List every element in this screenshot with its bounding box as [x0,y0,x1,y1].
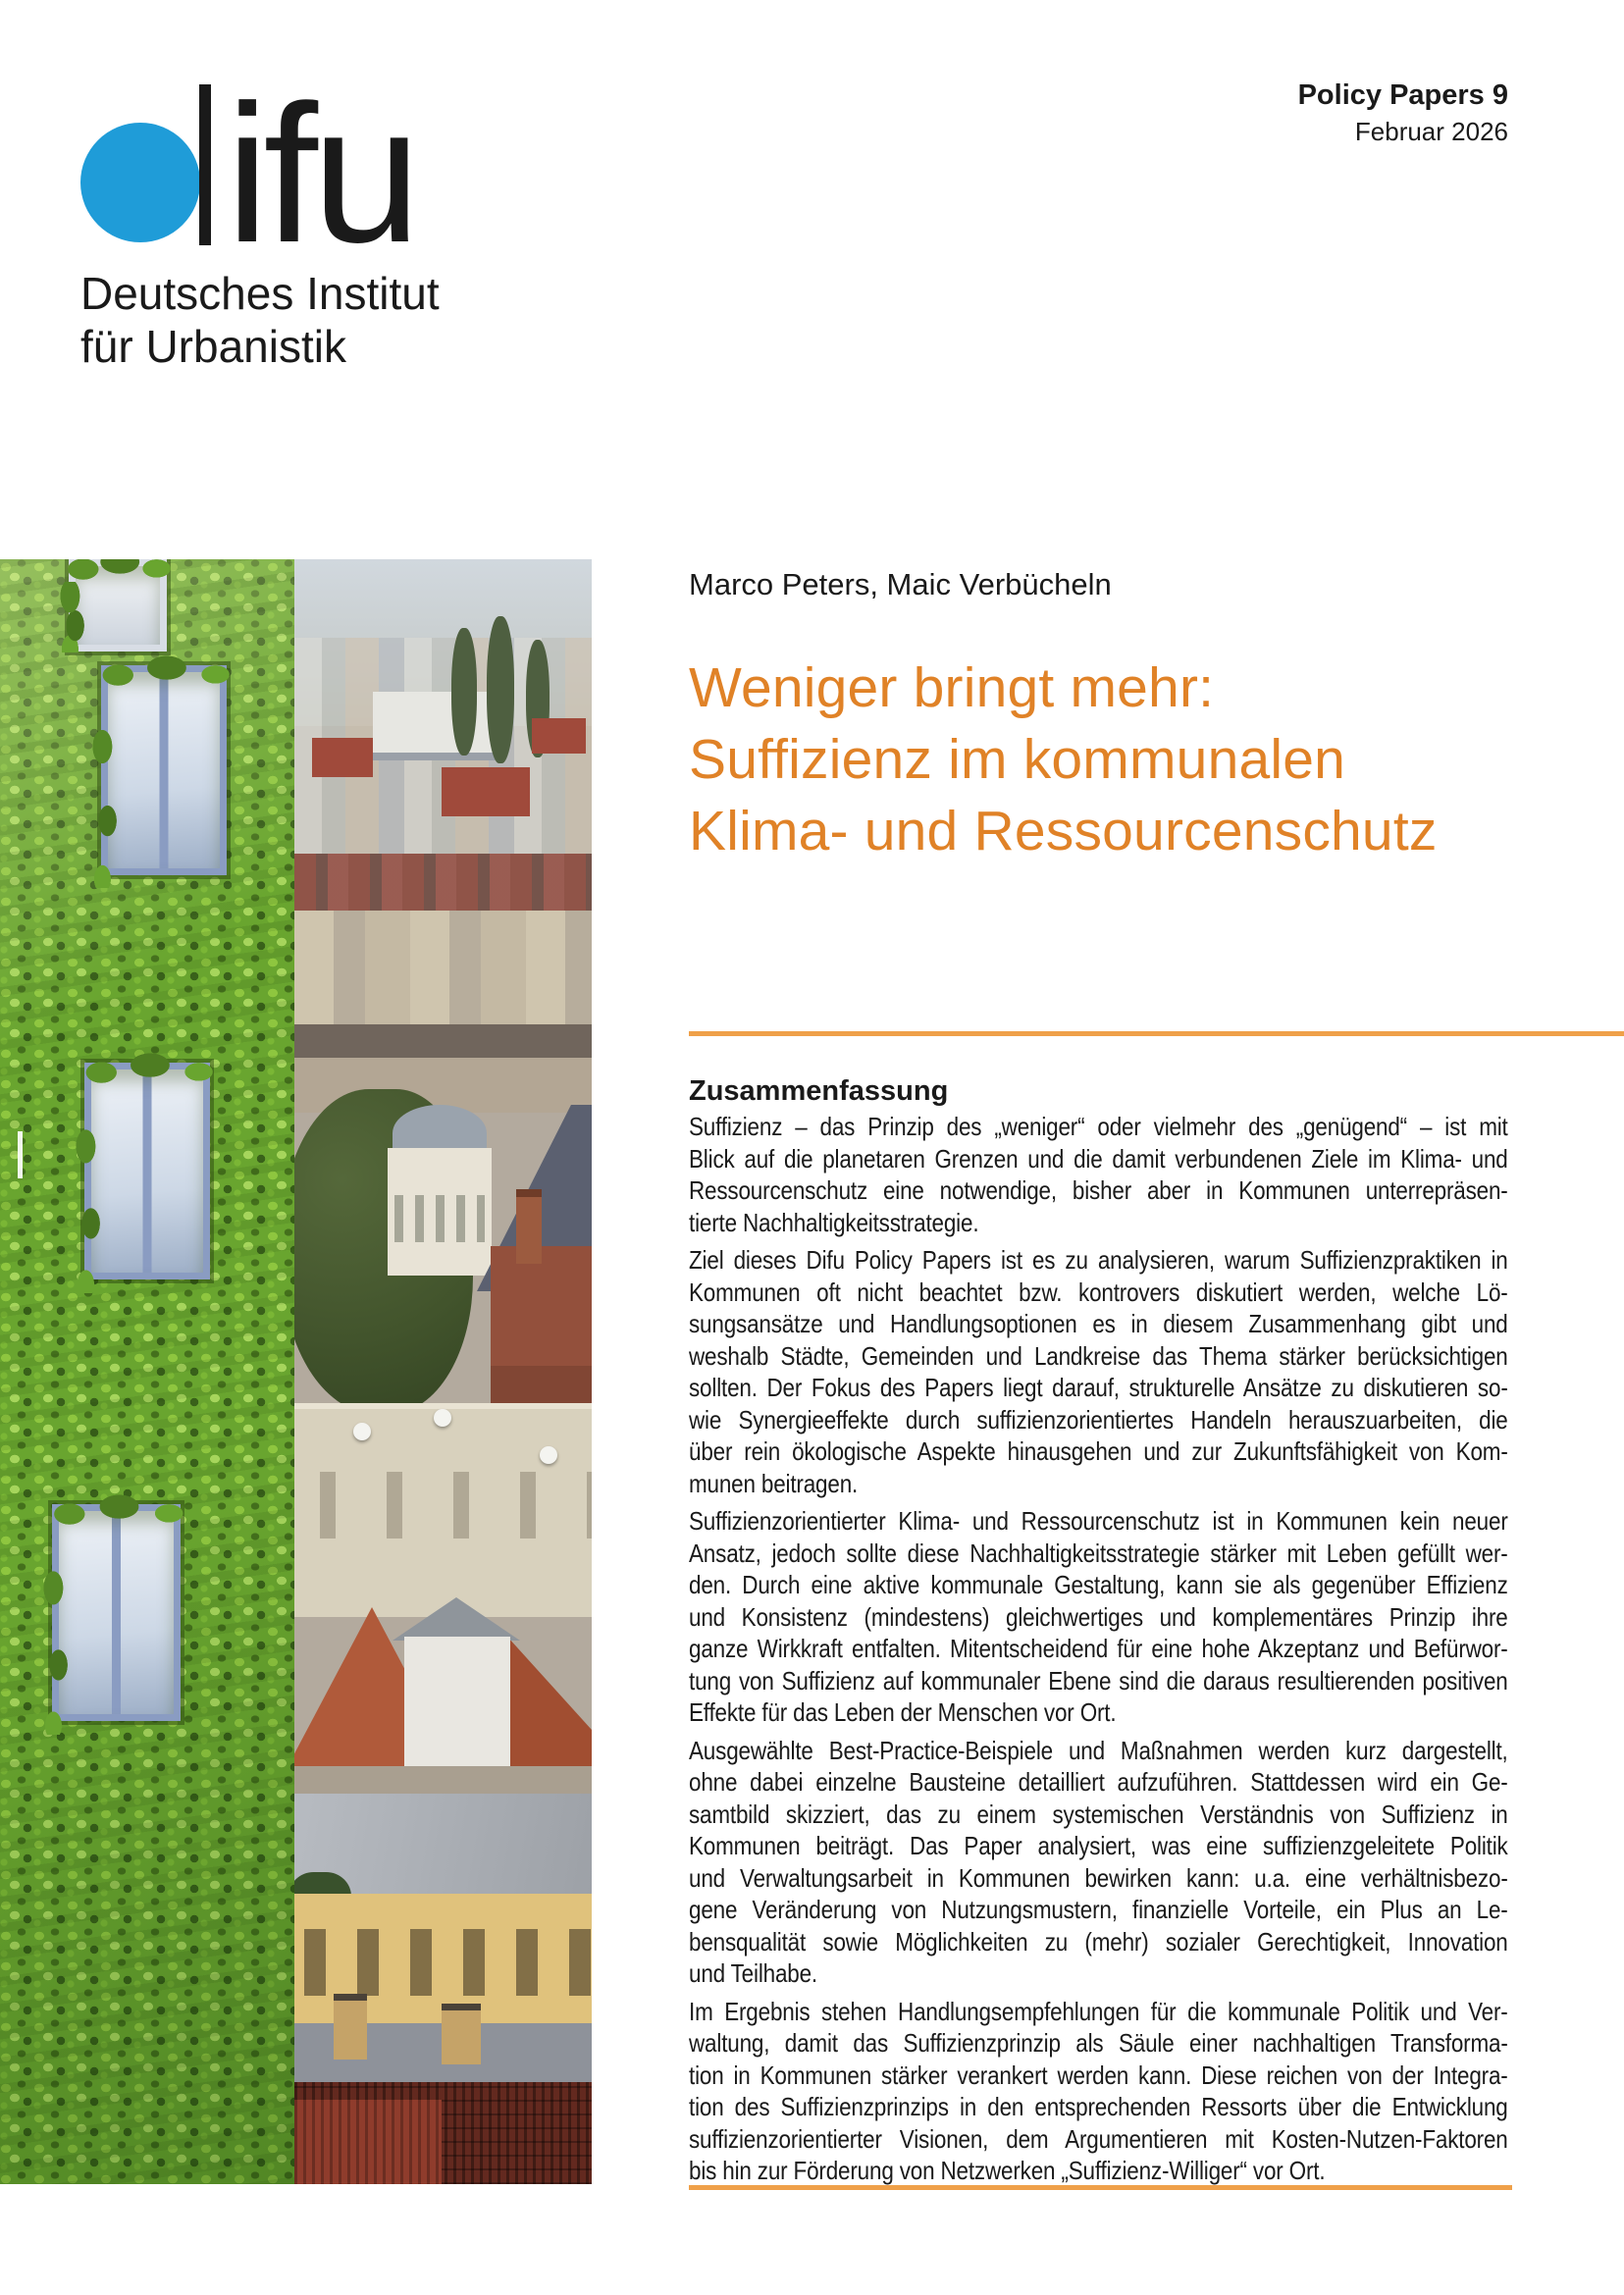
paper-title [689,652,1438,867]
organization-name-line2: für Urbanistik [80,321,346,372]
masthead [1298,78,1508,147]
city-detail [404,1637,510,1766]
city-detail [532,718,586,754]
photo-credit-mark [18,1131,23,1178]
summary-line: bis hin zur Förderung von Netzwerken „Suffizienz-Williger“ vor Ort. [689,2156,1326,2185]
city-detail [294,1024,592,1058]
summary-line: munen beitragen. [689,1468,859,1498]
summary-line: Kommunen beiträgt. Das Paper analysiert, was eine suffizienzgeleitete Politik [689,1831,1508,1860]
summary-line: bensqualität sowie Möglichkeiten zu (mehr) sozialer Gerechtigkeit, Innovation [689,1926,1508,1956]
summary-line: Ziel dieses Difu Policy Papers ist es zu analysieren, warum Suffizienzpraktiken in [689,1245,1508,1275]
summary-line: und Verwaltungsarbeit in Kommunen bewirken kann: u.a. eine verhältnisbezo- [689,1862,1508,1893]
difu-wordmark: ifu [226,65,416,284]
authors: Marco Peters, Maic Verbücheln [689,567,1112,601]
city-detail [442,767,530,816]
paper-title-line: Weniger bringt mehr: [689,656,1215,719]
organization-name [80,267,440,373]
summary-line: Im Ergebnis stehen Handlungsempfehlungen für die kommunale Politik und Ver- [689,1996,1508,2026]
summary-line: und Teilhabe. [689,1958,818,1988]
satellite-dish [434,1409,451,1427]
summary-line: Suffizienzorientierter Klima- und Ressourcenschutz ist in Kommunen kein neuer [689,1506,1508,1536]
city-detail [294,2100,442,2184]
summary-line: und Konsistenz (mindestens) gleichwertiges und komplementäres Prinzip ihre [689,1601,1508,1632]
summary-line: tung von Suffizienz auf kommunaler Ebene sind die daraus resultierenden positiven [689,1665,1508,1695]
summary-line: ganze Wirkkraft entfalten. Mitentscheidend für eine hohe Akzeptanz und Befürwor- [689,1634,1508,1663]
summary-line: Kommunen oft nicht beachtet bzw. kontrovers diskutiert werden, welche Lö- [689,1277,1508,1307]
city-detail [294,1472,592,1539]
summary-line: samtbild skizziert, das zu einem systemischen Verständnis von Suffizienz in [689,1799,1508,1829]
city-detail [487,616,514,763]
ivy-facade [0,559,294,2184]
summary-line: Ausgewählte Best-Practice-Beispiele und Maßnahmen werden kurz dargestellt, [689,1735,1508,1765]
window [52,1504,181,1721]
city-detail [491,1246,592,1405]
window [84,1063,210,1279]
summary-rule-bottom [689,2185,1512,2190]
summary-line: wie Synergieeffekte durch suffizienzorientiertes Handeln herauszuarbeiten, die [689,1404,1508,1434]
cityscape [294,559,592,2184]
summary-heading: Zusammenfassung [689,1075,949,1107]
city-detail [451,628,477,756]
organization-name-line1: Deutsches Institut [80,268,440,319]
summary-line: Suffizienz – das Prinzip des „weniger“ oder vielmehr des „genügend“ – ist mit [689,1112,1508,1141]
summary-paragraph [689,1505,1508,1729]
city-detail [312,738,373,777]
difu-logo [0,0,687,412]
summary-rule-top [689,1031,1624,1036]
summary-line: tion in Kommunen stärker verankert werden kann. Diese reichen von der Integra- [689,2060,1508,2090]
summary-paragraph [689,1111,1508,1238]
difu-logo-d-stem [199,84,211,245]
city-detail [394,1195,485,1242]
cover-photo [0,559,592,2184]
summary-line: Ansatz, jedoch sollte diese Nachhaltigkeitsstrategie stärker mit Leben gefüllt wer- [689,1538,1508,1568]
summary-line: über rein ökologische Aspekte hinausgehen und zur Zukunftsfähigkeit von Kom- [689,1436,1508,1466]
paper-title-line: Klima- und Ressourcenschutz [689,800,1438,862]
summary-paragraph [689,1996,1508,2187]
satellite-dish [353,1423,371,1440]
summary-line: Effekte für das Leben der Menschen vor Ort. [689,1697,1117,1727]
city-detail [442,2004,481,2064]
summary-line: waltung, damit das Suffizienzprinzip als Säule einer nachhaltigen Transforma- [689,2028,1508,2058]
summary-line: Ressourcenschutz eine notwendige, bisher aber in Kommunen unterrepräsen- [689,1175,1508,1205]
city-detail [294,911,592,1024]
publication-date: Februar 2026 [1354,117,1508,146]
summary-line: tierte Nachhaltigkeitsstrategie. [689,1207,979,1237]
city-detail [304,1929,592,1996]
summary-line: suffizienzorientierter Visionen, dem Argumentieren mit Kosten-Nutzen-Faktoren [689,2123,1508,2154]
summary-line: den. Durch eine aktive kommunale Gestaltung, kann sie als gegenüber Effizienz [689,1570,1508,1599]
summary-line: weshalb Städte, Gemeinden und Landkreise das Thema stärker berücksichtigen [689,1340,1508,1371]
satellite-dish [540,1446,557,1464]
city-detail [516,1189,542,1264]
summary-line: ohne dabei einzelne Bausteine detailliert aufzuführen. Stattdessen wird ein Ge- [689,1767,1508,1797]
paper-title-line: Suffizienz im kommunalen [689,728,1346,791]
summary-line: Blick auf die planetaren Grenzen und die damit verbundenen Ziele im Klima- und [689,1143,1508,1174]
window [101,665,227,875]
summary-line: sollten. Der Fokus des Papers liegt darauf, strukturelle Ansätze zu diskutieren so- [689,1373,1508,1402]
summary-line: sungsansätze und Handlungsoptionen es in diesem Zusammenhang gibt und [689,1309,1508,1338]
summary-paragraph [689,1244,1508,1499]
city-detail [334,1994,367,2060]
summary-text [689,1111,1508,2193]
difu-logo-circle-icon [80,123,200,242]
summary-line: gene Veränderung von Nutzungsmustern, finanzielle Vorteile, ein Plus an Le- [689,1895,1508,1924]
window [69,559,167,652]
series-title: Policy Papers 9 [1297,79,1508,111]
summary-paragraph [689,1735,1508,1990]
summary-line: tion des Suffizienzprinzips in den entsprechenden Ressorts über die Entwicklung [689,2092,1508,2121]
city-detail [294,854,592,911]
city-detail [373,692,505,760]
